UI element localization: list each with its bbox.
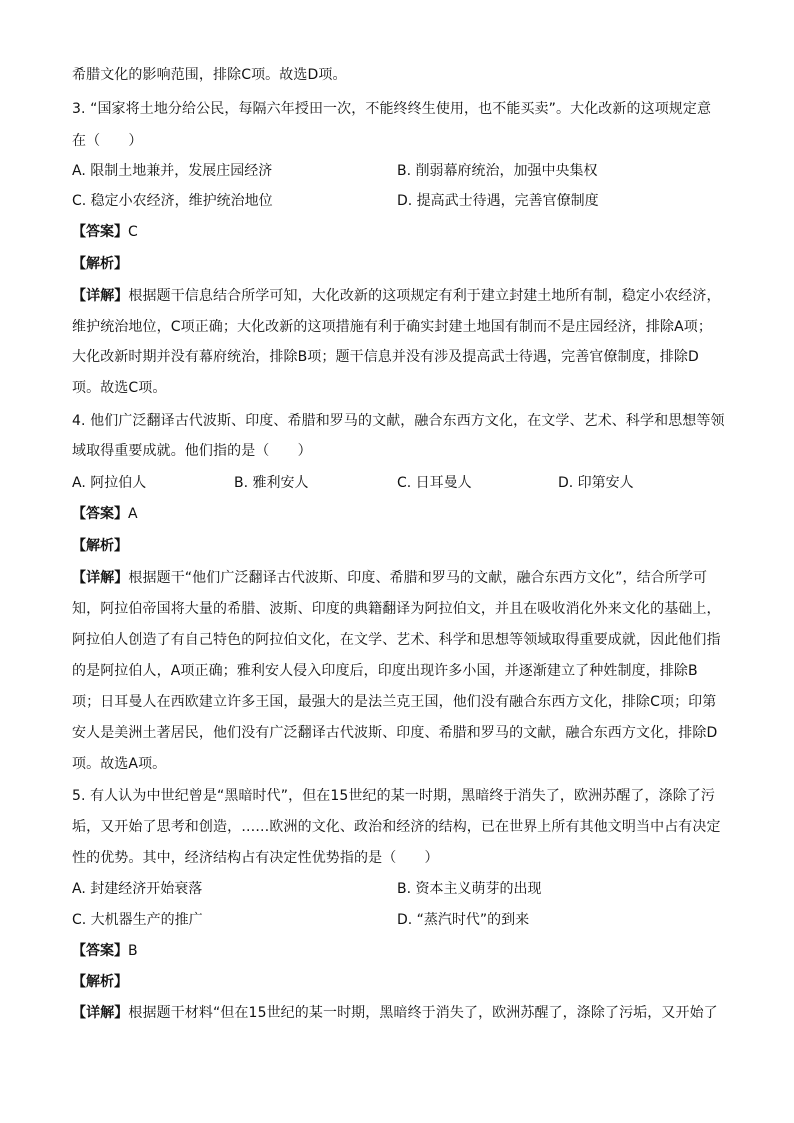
q4-detail-line-5: 项；日耳曼人在西欧建立许多王国，最强大的是法兰克王国，他们没有融合东西方文化，排除C项；印第 [72,694,717,710]
detail-text: 根据题干信息结合所学可知，大化改新的这项规定有利于建立封建土地所有制，稳定小农经济， [128,288,721,304]
q4-option-d: D. 印第安人 [558,475,634,491]
q5-stem-line-2: 垢，又开始了思考和创造，……欧洲的文化、政治和经济的结构，已在世界上所有其他文明当中占有决定 [72,819,721,835]
detail-label: 【详解】 [72,570,129,586]
q3-option-b: B. 削弱幕府统治，加强中央集权 [397,163,598,179]
q3-stem-line-1: 3. “国家将土地分给公民，每隔六年授田一次，不能终终生使用，也不能买卖”。大化改新的这项规定意 [72,101,712,117]
q3-option-c: C. 稳定小农经济，维护统治地位 [72,193,273,209]
detail-text: 根据题干材料“但在15世纪的某一时期，黑暗终于消失了，欧洲苏醒了，涤除了污垢，又开始了 [128,1005,718,1021]
q4-analysis-label [72,537,128,555]
q5-answer [72,942,138,960]
q5-stem-line-3: 性的优势。其中，经济结构占有决定性优势指的是（ ） [72,850,439,866]
q4-detail-line-6: 安人是美洲土著居民，他们没有广泛翻译古代波斯、印度、希腊和罗马的文献，融合东西方文化，排除D [72,725,718,741]
q3-detail-line-4: 项。故选C项。 [72,380,167,396]
q4-detail-line-1 [72,569,707,587]
answer-value: A [128,506,138,522]
q4-detail-line-3: 阿拉伯人创造了有自己特色的阿拉伯文化，在文学、艺术、科学和思想等领域取得重要成就，因此他们指 [72,632,721,648]
answer-value: C [128,224,138,240]
q4-answer [72,505,138,523]
q3-option-d: D. 提高武士待遇，完善官僚制度 [397,193,599,209]
q4-option-a: A. 阿拉伯人 [72,475,147,491]
q3-option-a: A. 限制土地兼并，发展庄园经济 [72,163,273,179]
answer-label: 【答案】 [72,224,128,240]
q3-analysis-label [72,255,128,273]
q3-detail-line-1 [72,287,721,305]
analysis-label: 【解析】 [72,256,128,272]
q4-option-b: B. 雅利安人 [234,475,309,491]
q3-answer [72,223,138,241]
q5-detail-line-1 [72,1004,718,1022]
q5-option-b: B. 资本主义萌芽的出现 [397,881,542,897]
q3-detail-line-2: 维护统治地位，C项正确；大化改新的这项措施有利于确实封建土地国有制而不是庄园经济，排除A项； [72,319,712,335]
q5-option-c: C. 大机器生产的推广 [72,912,203,928]
analysis-label: 【解析】 [72,974,128,990]
continued-text-line: 希腊文化的影响范围，排除C项。故选D项。 [72,67,347,83]
q5-option-d: D. “蒸汽时代”的到来 [397,912,530,928]
detail-label: 【详解】 [72,288,129,304]
q5-option-a: A. 封建经济开始衰落 [72,881,203,897]
answer-value: B [128,943,138,959]
q4-stem-line-2: 域取得重要成就。他们指的是（ ） [72,443,312,459]
q4-detail-line-7: 项。故选A项。 [72,756,167,772]
detail-text: 根据题干“他们广泛翻译古代波斯、印度、希腊和罗马的文献，融合东西方文化”，结合所学可 [128,570,708,586]
q4-detail-line-4: 的是阿拉伯人，A项正确；雅利安人侵入印度后，印度出现许多小国，并逐渐建立了种姓制度，排除B [72,663,698,679]
q4-option-c: C. 日耳曼人 [397,475,472,491]
q5-analysis-label [72,973,128,991]
q4-detail-line-2: 知，阿拉伯帝国将大量的希腊、波斯、印度的典籍翻译为阿拉伯文，并且在吸收消化外来文化的基础上， [72,601,721,617]
answer-label: 【答案】 [72,943,128,959]
detail-label: 【详解】 [72,1005,129,1021]
analysis-label: 【解析】 [72,538,128,554]
answer-label: 【答案】 [72,506,128,522]
q3-detail-line-3: 大化改新时期并没有幕府统治，排除B项；题干信息并没有涉及提高武士待遇，完善官僚制度，排除D [72,349,699,365]
q3-stem-line-2: 在（ ） [72,133,143,149]
q4-stem-line-1: 4. 他们广泛翻译古代波斯、印度、希腊和罗马的文献，融合东西方文化，在文学、艺术、科学和思想等领 [72,413,725,429]
q5-stem-line-1: 5. 有人认为中世纪曾是“黑暗时代”，但在15世纪的某一时期，黑暗终于消失了，欧洲苏醒了，涤除了污 [72,788,716,804]
